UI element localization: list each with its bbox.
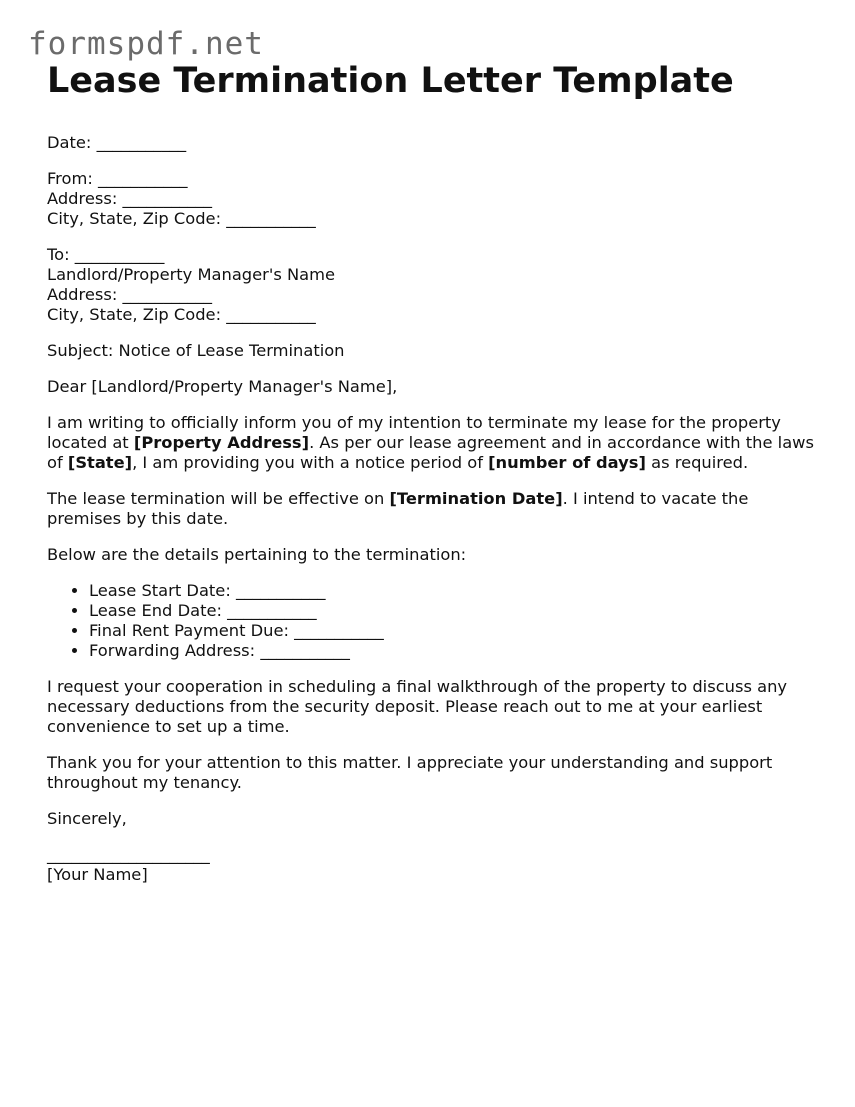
list-item: • Lease End Date: ___________ [89,601,817,621]
state-placeholder: [State] [67,453,133,472]
sender-block [47,169,817,229]
subject-line: Subject: Notice of Lease Termination [47,341,345,360]
recipient-name: Landlord/Property Manager's Name [47,265,336,284]
list-item: • Forwarding Address: ___________ [89,641,817,661]
para1-text-1: I am writing to officially inform you of my intention to terminate my lease for the property located at [47,413,781,452]
para2-text-2: . I intend to vacate the premises by this date. [47,489,749,528]
letter-body [47,60,817,885]
recipient-address: Address: ___________ [47,285,213,304]
para1-text-2: . As per our lease agreement and in accordance with the laws of [47,433,814,472]
closing: Sincerely, [47,809,127,828]
recipient-block [47,245,817,325]
paragraph-intent [47,413,817,473]
details-intro: Below are the details pertaining to the termination: [47,545,467,564]
signature-block [47,845,817,885]
list-item: • Final Rent Payment Due: ___________ [89,621,817,641]
date-block [47,133,817,153]
sender-from: From: ___________ [47,169,188,188]
para2-text-1: The lease termination will be effective on [47,489,390,508]
termination-date-placeholder: [Termination Date] [389,489,563,508]
page-title: Lease Termination Letter Template [47,61,734,101]
list-item: • Lease Start Date: ___________ [89,581,817,601]
recipient-to: To: ___________ [47,245,165,264]
para1-text-4: as required. [645,453,749,472]
salutation: Dear [Landlord/Property Manager's Name], [47,377,398,396]
signature-name: [Your Name] [47,865,148,884]
date-line: Date: ___________ [47,133,187,152]
details-list [47,581,817,661]
paragraph-walkthrough: I request your cooperation in scheduling a final walkthrough of the property to discuss any necessary deductions from the security deposit. Please reach out to me at your earliest convenience to set up a time. [47,677,788,736]
para1-text-3: , I am providing you with a notice period of [132,453,489,472]
sender-city: City, State, Zip Code: ___________ [47,209,316,228]
signature-line: ____________________ [47,845,210,864]
notice-days-placeholder: [number of days] [488,453,646,472]
watermark: formspdf.net [28,26,264,62]
paragraph-effective-date [47,489,817,529]
paragraph-thanks: Thank you for your attention to this matter. I appreciate your understanding and support throughout my tenancy. [47,753,773,792]
recipient-city: City, State, Zip Code: ___________ [47,305,316,324]
property-address-placeholder: [Property Address] [133,433,310,452]
sender-address: Address: ___________ [47,189,213,208]
